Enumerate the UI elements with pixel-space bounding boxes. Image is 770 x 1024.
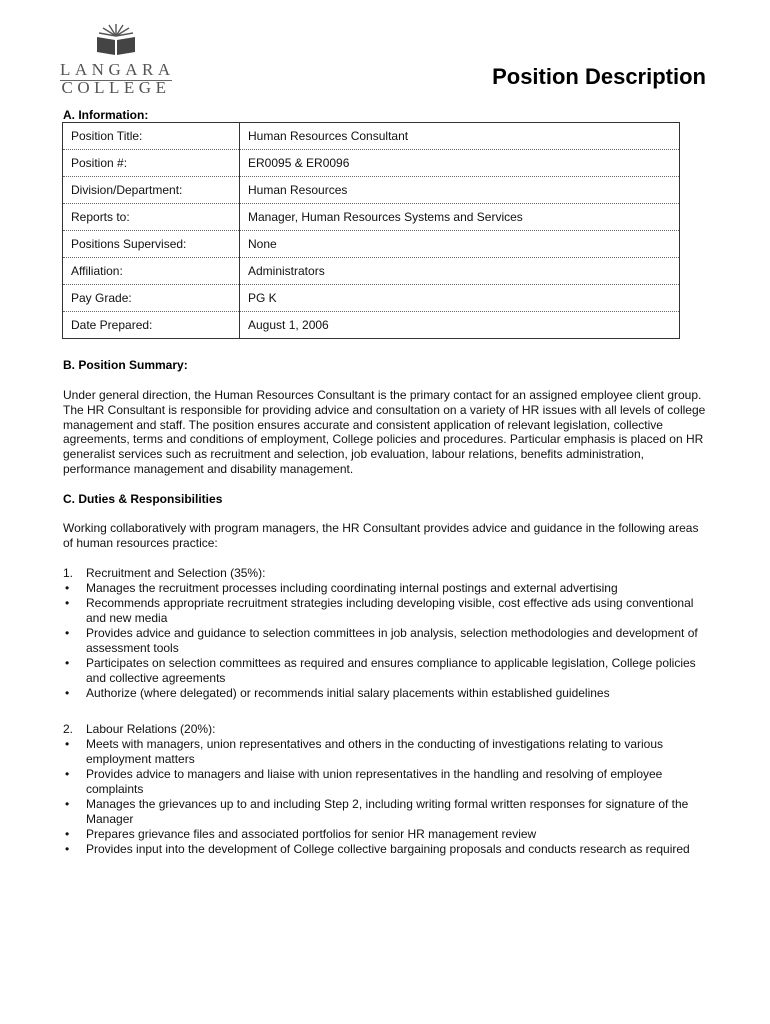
table-row — [63, 285, 680, 312]
bullet-icon: • — [65, 797, 70, 811]
bullet-icon: • — [65, 656, 70, 670]
table-row — [63, 177, 680, 204]
row-label: Pay Grade: — [63, 285, 240, 312]
row-value: ER0095 & ER0096 — [240, 150, 680, 177]
row-value: Administrators — [240, 258, 680, 285]
duties-intro-text: Working collaboratively with program managers, the HR Consultant provides advice and guidance in the following areas of human resources practice: — [63, 521, 699, 550]
logo-text-top: LANGARA — [60, 60, 175, 79]
table-row — [63, 231, 680, 258]
duties-group-2 — [63, 722, 711, 857]
list-item — [63, 581, 711, 596]
table-row — [63, 204, 680, 231]
table-row — [63, 123, 680, 150]
duties-group-1 — [63, 566, 711, 701]
row-label: Position #: — [63, 150, 240, 177]
group-number: 2. — [63, 722, 74, 736]
bullet-icon: • — [65, 581, 70, 595]
group-title — [63, 566, 711, 581]
row-label: Positions Supervised: — [63, 231, 240, 258]
bullet-icon: • — [65, 737, 70, 751]
group-title-text: Labour Relations (20%): — [86, 722, 216, 736]
row-value: Manager, Human Resources Systems and Services — [240, 204, 680, 231]
table-row — [63, 150, 680, 177]
row-label: Position Title: — [63, 123, 240, 150]
row-value: August 1, 2006 — [240, 312, 680, 339]
list-item — [63, 656, 711, 686]
bullet-icon: • — [65, 842, 70, 856]
group-number: 1. — [63, 566, 74, 580]
list-item-text: Manages the recruitment processes including coordinating internal postings and external advertising — [86, 581, 618, 595]
list-item-text: Provides input into the development of College collective bargaining proposals and conducts research as required — [86, 842, 690, 856]
section-b-heading: B. Position Summary: — [63, 358, 188, 372]
table-row — [63, 312, 680, 339]
row-value: None — [240, 231, 680, 258]
row-value: Human Resources — [240, 177, 680, 204]
list-item-text: Provides advice and guidance to selection committees in job analysis, selection methodologies and development of assessment tools — [86, 626, 698, 655]
table-row — [63, 258, 680, 285]
group-title — [63, 722, 711, 737]
row-label: Division/Department: — [63, 177, 240, 204]
list-item-text: Manages the grievances up to and including Step 2, including writing formal written responses for signature of the Manager — [86, 797, 689, 826]
information-table — [62, 122, 680, 339]
list-item-text: Prepares grievance files and associated portfolios for senior HR management review — [86, 827, 537, 841]
bullet-icon: • — [65, 686, 70, 700]
bullet-icon: • — [65, 767, 70, 781]
list-item — [63, 596, 711, 626]
row-value: Human Resources Consultant — [240, 123, 680, 150]
list-item-text: Provides advice to managers and liaise with union representatives in the handling and resolving of employee complaints — [86, 767, 663, 796]
bullet-icon: • — [65, 827, 70, 841]
list-item-text: Meets with managers, union representatives and others in the conducting of investigations relating to various employment matters — [86, 737, 663, 766]
list-item — [63, 626, 711, 656]
list-item-text: Participates on selection committees as required and ensures compliance to applicable legislation, College policies and collective agreements — [86, 656, 696, 685]
logo-text-bottom: COLLEGE — [61, 78, 171, 97]
row-value: PG K — [240, 285, 680, 312]
list-item-text: Authorize (where delegated) or recommends initial salary placements within established guidelines — [86, 686, 610, 700]
list-item-text: Recommends appropriate recruitment strategies including developing visible, cost effective ads using conventional and new media — [86, 596, 694, 625]
list-item — [63, 797, 711, 827]
bullet-icon: • — [65, 596, 70, 610]
row-label: Reports to: — [63, 204, 240, 231]
list-item — [63, 767, 711, 797]
row-label: Date Prepared: — [63, 312, 240, 339]
list-item — [63, 827, 711, 842]
list-item — [63, 737, 711, 767]
list-item — [63, 686, 711, 701]
college-logo — [60, 22, 175, 98]
section-c-heading: C. Duties & Responsibilities — [63, 492, 223, 506]
list-item — [63, 842, 711, 857]
section-a-heading: A. Information: — [63, 108, 149, 122]
row-label: Affiliation: — [63, 258, 240, 285]
group-title-text: Recruitment and Selection (35%): — [86, 566, 266, 580]
book-icon — [94, 22, 138, 56]
position-summary-text: Under general direction, the Human Resources Consultant is the primary contact for an assigned employee client group. The HR Consultant is responsible for providing advice and consultation on a variety of HR issues with all levels of college management and staff. The position ensures accurate and consistent application of relevant legislation, collective agreements, terms and conditions of employment, College policies and procedures. Particular emphasis is placed on HR generalist services such as recruitment and selection, job evaluation, labour relations, benefits administration, performance management and disability management. — [63, 388, 706, 476]
bullet-icon: • — [65, 626, 70, 640]
document-title: Position Description — [492, 64, 706, 89]
